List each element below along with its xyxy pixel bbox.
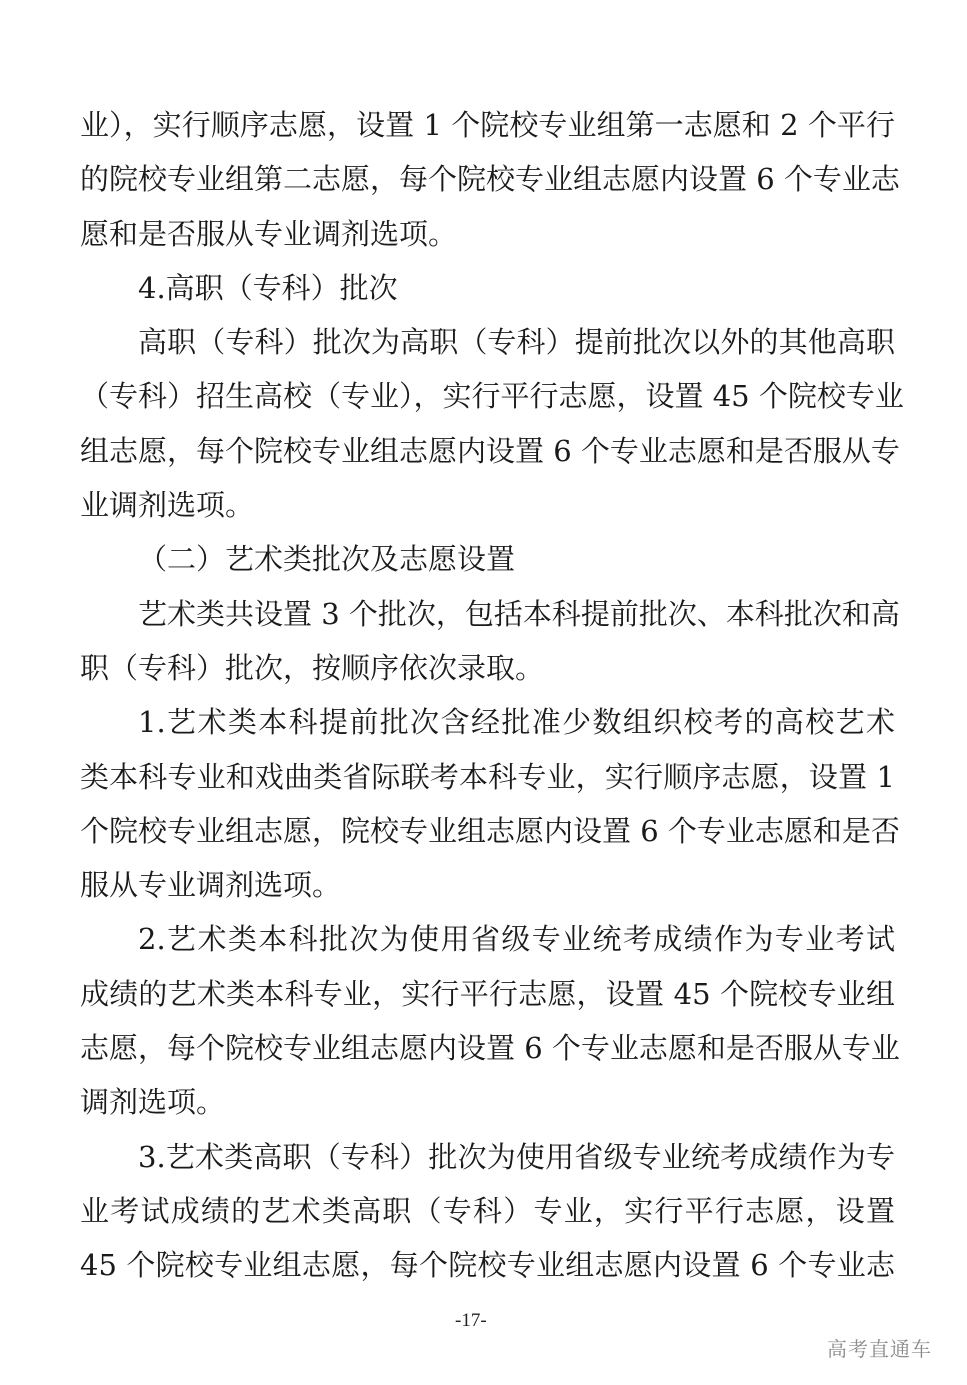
text-line: 成绩的艺术类本科专业，实行平行志愿，设置 45 个院校专业组: [80, 976, 895, 1011]
text-line: 服从专业调剂选项。: [80, 868, 342, 903]
text-line: 2.艺术类本科批次为使用省级专业统考成绩作为专业考试: [138, 922, 895, 957]
page-number: -17-: [455, 1310, 487, 1331]
text-line: 艺术类共设置 3 个批次，包括本科提前批次、本科批次和高: [138, 596, 900, 631]
watermark: 高考直通车: [827, 1337, 932, 1361]
text-line: 志愿，每个院校专业组志愿内设置 6 个专业志愿和是否服从专业: [80, 1031, 900, 1066]
section-heading-vocational-batch: 4.高职（专科）批次: [138, 270, 398, 305]
text-line: 个院校专业组志愿，院校专业组志愿内设置 6 个专业志愿和是否: [80, 813, 900, 848]
text-line: 组志愿，每个院校专业组志愿内设置 6 个专业志愿和是否服从专: [80, 433, 900, 468]
text-line: 业调剂选项。: [80, 488, 255, 523]
text-line: 3.艺术类高职（专科）批次为使用省级专业统考成绩作为专: [138, 1139, 895, 1174]
text-line: 愿和是否服从专业调剂选项。: [80, 216, 458, 251]
section-heading-art-batches: （二）艺术类批次及志愿设置: [138, 542, 516, 577]
text-line: 业考试成绩的艺术类高职（专科）专业，实行平行志愿，设置: [80, 1193, 895, 1228]
text-line: 1.艺术类本科提前批次含经批准少数组织校考的高校艺术: [138, 705, 895, 740]
text-line: （专科）招生高校（专业），实行平行志愿，设置 45 个院校专业: [80, 379, 904, 414]
text-line: 调剂选项。: [80, 1085, 226, 1120]
document-body: [80, 98, 904, 1293]
text-line: 高职（专科）批次为高职（专科）提前批次以外的其他高职: [138, 325, 895, 360]
text-line: 职（专科）批次，按顺序依次录取。: [80, 650, 545, 685]
text-line: 类本科专业和戏曲类省际联考本科专业，实行顺序志愿，设置 1: [80, 759, 895, 794]
text-line: 45 个院校专业组志愿，每个院校专业组志愿内设置 6 个专业志: [80, 1248, 895, 1283]
text-line: 业），实行顺序志愿，设置 1 个院校专业组第一志愿和 2 个平行: [80, 108, 895, 142]
text-line: 的院校专业组第二志愿，每个院校专业组志愿内设置 6 个专业志: [80, 162, 900, 197]
